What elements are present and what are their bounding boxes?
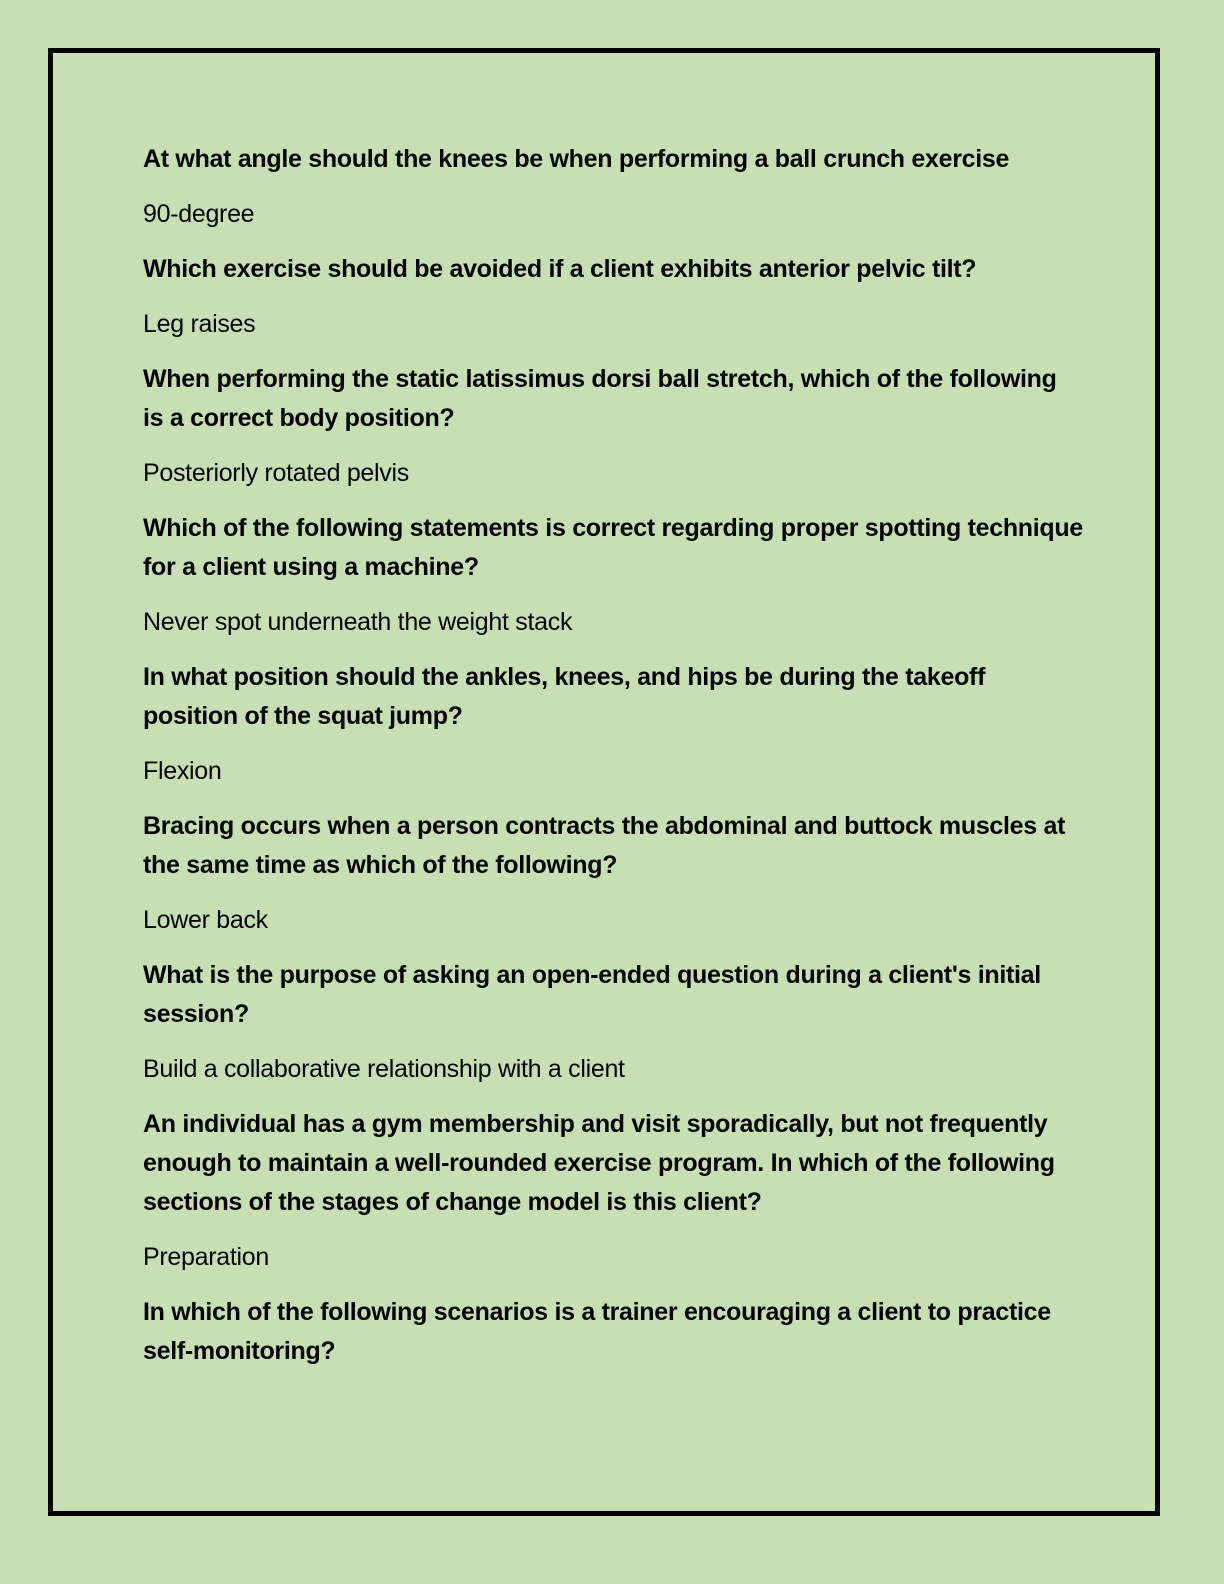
answer-text: Build a collaborative relationship with a client bbox=[143, 1055, 625, 1083]
question-text: At what angle should the knees be when performing a ball crunch exercise bbox=[143, 145, 1010, 173]
question-text: What is the purpose of asking an open-ended question during a client's initial session? bbox=[143, 961, 1041, 1028]
question-text: When performing the static latissimus dorsi ball stretch, which of the following is a correct body position? bbox=[143, 365, 1057, 432]
answer-text: 90-degree bbox=[143, 200, 255, 228]
question-text: Which exercise should be avoided if a client exhibits anterior pelvic tilt? bbox=[143, 255, 977, 283]
answer-text: Posteriorly rotated pelvis bbox=[143, 459, 409, 487]
qa-list bbox=[143, 140, 1083, 1387]
answer-text: Never spot underneath the weight stack bbox=[143, 608, 573, 636]
question-text: In what position should the ankles, knees, and hips be during the takeoff position of the squat jump? bbox=[143, 663, 986, 730]
question-text: In which of the following scenarios is a trainer encouraging a client to practice self-monitoring? bbox=[143, 1298, 1051, 1365]
question-text: Which of the following statements is correct regarding proper spotting technique for a client using a machine? bbox=[143, 514, 1083, 581]
answer-text: Flexion bbox=[143, 757, 222, 785]
question-text: An individual has a gym membership and visit sporadically, but not frequently enough to maintain a well-rounded exercise program. In which of the following sections of the stages of change model is this client? bbox=[143, 1110, 1055, 1216]
answer-text: Preparation bbox=[143, 1243, 269, 1271]
answer-text: Lower back bbox=[143, 906, 268, 934]
question-text: Bracing occurs when a person contracts the abdominal and buttock muscles at the same time as which of the following? bbox=[143, 812, 1066, 879]
answer-text: Leg raises bbox=[143, 310, 256, 338]
